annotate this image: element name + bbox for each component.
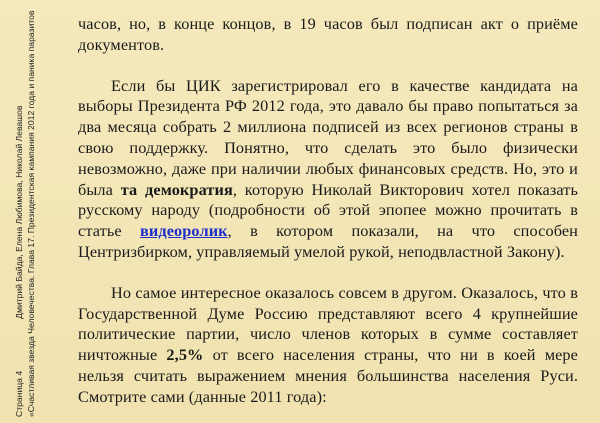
paragraph-3-text-a: Но самое интересное оказалось совсем в другом. Оказалось, что в Государственной Думе Россию представляют всего 4 крупнейшие политические партии, число членов которых в сумме составляет ничтожные [78,282,578,365]
book-title: «Счастливая звезда Человечества. Глава 17. Президентская кампания 2012 года и паника паразитов [26,10,36,417]
page-number: Страница 4 [14,370,24,417]
paragraph-3 [78,283,578,408]
paragraph-3-text-b: от всего населения страны, что ни в коей мере нельзя считать выражением мнения большинства населения Руси. Смотрите сами (данные 2011 года): [78,345,578,406]
page-sidebar [0,0,50,423]
emphasis-percent: 2,5% [166,345,204,365]
video-link[interactable]: видеоролик [140,221,228,241]
emphasis-democracy: та демократия [120,179,233,199]
authors: Дмитрий Байда, Елена Любимова, Николай Левашов [14,105,24,319]
sidebar-caption [13,7,37,417]
sidebar-line-1 [13,7,25,417]
article-body [78,14,578,408]
paragraph-2-text-b: , которую Николай Викторович хотел показать русскому народу (подробности об этой эпопее можно прочитать в статье [78,179,578,241]
paragraph-2-text-c: , в котором показали, на что способен Центризбирком, управляемый умелой рукой, неподвластной Закону). [78,221,578,261]
paragraph-1: часов, но, в конце концов, в 19 часов был подписан акт о приёме документов. [78,14,578,54]
paragraph-2 [78,76,578,263]
paragraph-2-text-a: Если бы ЦИК зарегистрировал его в качестве кандидата на выборы Президента РФ 2012 года, это давало бы право попытаться за два месяца собрать 2 миллиона подписей из всех регионов страны в свою поддержку. Понятно, что сделать это было физически невозможно, даже при наличии любых финансовых средств. Но, это и была [78,75,578,199]
